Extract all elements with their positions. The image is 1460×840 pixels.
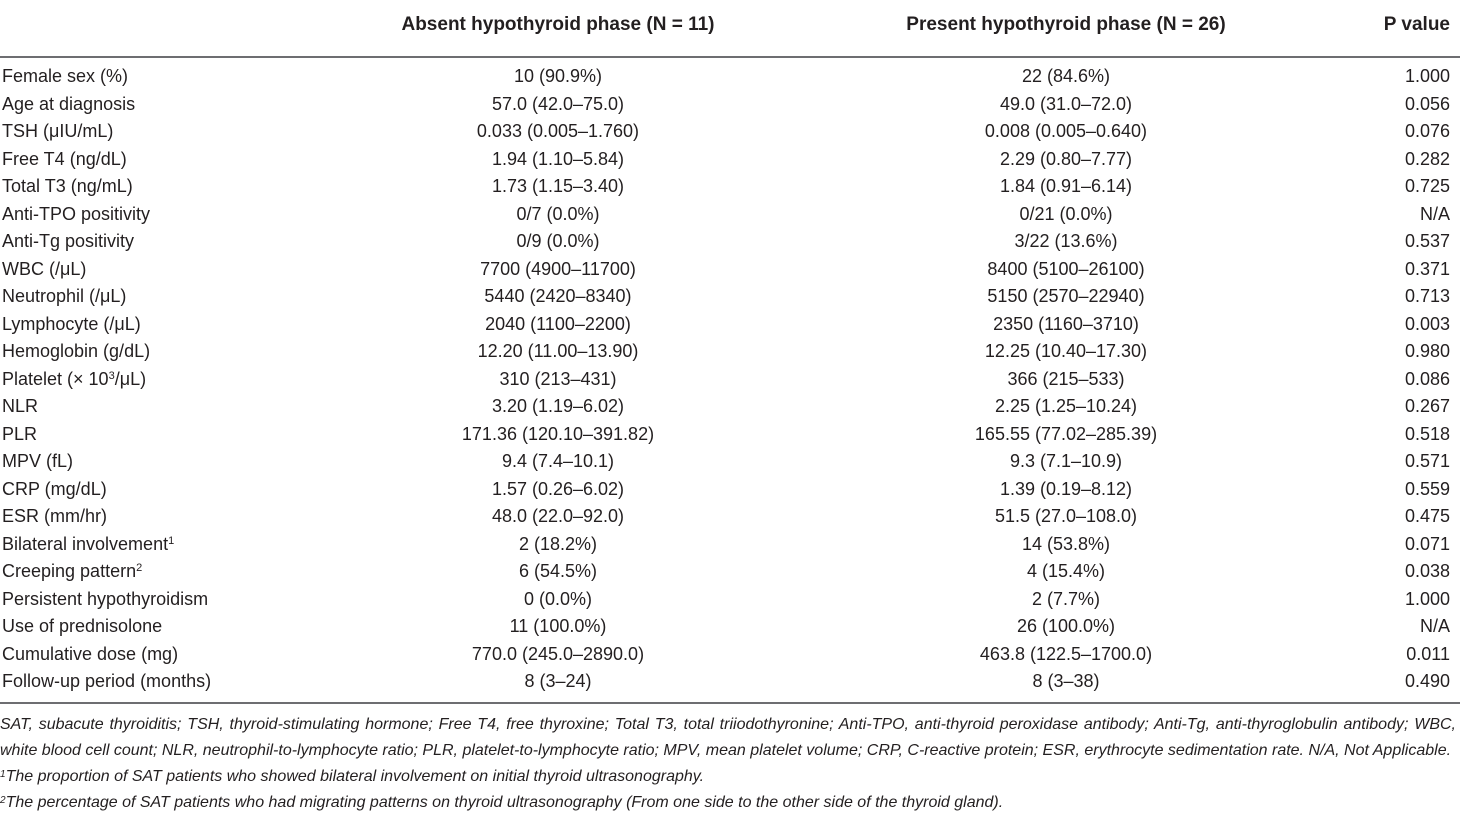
- table-notes: [0, 712, 1456, 816]
- absent-value: 0/7 (0.0%): [516, 203, 600, 224]
- absent-value: 11 (100.0%): [509, 616, 607, 636]
- row-label: [2, 369, 146, 390]
- present-value: 51.5 (27.0–108.0): [994, 506, 1138, 526]
- table-row: [0, 91, 1460, 119]
- table-row: [0, 173, 1460, 201]
- absent-value: 770.0 (245.0–2890.0): [471, 643, 645, 664]
- header-rule: [0, 56, 1460, 58]
- row-label-superscript: 3: [108, 369, 115, 382]
- footnote-mark: 2: [0, 795, 6, 806]
- table-row: [0, 531, 1460, 559]
- table-row: [0, 283, 1460, 311]
- row-label: [2, 259, 86, 280]
- p-value: 0.725: [1404, 176, 1450, 196]
- p-value: 0.071: [1404, 533, 1450, 554]
- p-value: 0.713: [1404, 286, 1450, 306]
- header-present: Present hypothyroid phase (N = 26): [906, 14, 1226, 35]
- present-value: 8 (3–38): [1032, 671, 1100, 691]
- p-value: 0.475: [1404, 506, 1450, 526]
- table-row: [0, 668, 1460, 696]
- absent-value: 1.94 (1.10–5.84): [491, 148, 625, 169]
- footnote-text: The proportion of SAT patients who showed bilateral involvement on initial thyroid ultrasonography.: [5, 768, 705, 785]
- row-label: [2, 561, 142, 582]
- row-label: [2, 396, 38, 417]
- p-value: 0.537: [1404, 231, 1450, 251]
- present-value: 366 (215–533): [1007, 368, 1125, 389]
- row-label-text: Neutrophil (/μL): [2, 286, 127, 306]
- present-value: 14 (53.8%): [1021, 533, 1111, 554]
- row-label: [2, 121, 113, 142]
- present-value: 3/22 (13.6%): [1014, 231, 1118, 251]
- table-row: [0, 503, 1460, 531]
- table-row: [0, 366, 1460, 394]
- table-row: [0, 393, 1460, 421]
- absent-value: 57.0 (42.0–75.0): [491, 93, 625, 114]
- row-label-text: PLR: [2, 423, 38, 444]
- row-label-suffix: /μL): [114, 368, 147, 389]
- row-label-text: Anti-Tg positivity: [2, 231, 135, 251]
- p-value: 0.076: [1404, 121, 1450, 141]
- row-label-text: Female sex (%): [2, 66, 129, 86]
- p-value: N/A: [1419, 203, 1450, 224]
- table-row: [0, 558, 1460, 586]
- p-value: 0.003: [1404, 313, 1450, 334]
- table-row: [0, 613, 1460, 641]
- footnote-mark: 1: [0, 769, 6, 780]
- row-label-text: NLR: [2, 396, 39, 416]
- p-value: 0.056: [1404, 93, 1450, 114]
- p-value: 1.000: [1404, 588, 1450, 609]
- present-value: 1.84 (0.91–6.14): [999, 176, 1133, 196]
- row-label: [2, 314, 141, 335]
- table-row: [0, 146, 1460, 174]
- row-label-text: Age at diagnosis: [2, 93, 136, 114]
- row-label: [2, 451, 73, 472]
- row-label: [2, 149, 127, 170]
- row-label-text: Creeping pattern: [2, 561, 137, 581]
- table-row: [0, 586, 1460, 614]
- p-value: N/A: [1419, 616, 1450, 636]
- present-value: 165.55 (77.02–285.39): [974, 423, 1158, 444]
- table-row: [0, 256, 1460, 284]
- row-label: [2, 286, 126, 307]
- present-value: 0/21 (0.0%): [1019, 203, 1113, 224]
- header-p-value: P value: [1383, 14, 1450, 35]
- p-value: 0.371: [1404, 258, 1450, 279]
- present-value: 2 (7.7%): [1031, 588, 1101, 609]
- row-label: [2, 589, 208, 610]
- footnote-text: The percentage of SAT patients who had migrating patterns on thyroid ultrasonography (From one side to the other side of the thyroid gland).: [5, 794, 1004, 811]
- table-row: [0, 448, 1460, 476]
- row-label-text: TSH (μIU/mL): [2, 121, 114, 141]
- row-label: [2, 341, 150, 362]
- p-value: 0.086: [1404, 368, 1450, 389]
- p-value: 0.011: [1406, 643, 1450, 664]
- row-label-text: ESR (mm/hr): [2, 506, 107, 526]
- present-value: 2.29 (0.80–7.77): [999, 148, 1133, 169]
- present-value: 5150 (2570–22940): [987, 286, 1145, 306]
- absent-value: 1.57 (0.26–6.02): [491, 478, 625, 499]
- absent-value: 12.20 (11.00–13.90): [477, 341, 639, 361]
- header-absent: Absent hypothyroid phase (N = 11): [401, 14, 715, 35]
- row-label-text: Persistent hypothyroidism: [2, 588, 209, 609]
- table-row: [0, 338, 1460, 366]
- table-header-row: [0, 0, 1460, 56]
- absent-value: 8 (3–24): [524, 671, 592, 691]
- row-label: [2, 644, 178, 665]
- absent-value: 171.36 (120.10–391.82): [461, 423, 655, 444]
- p-value: 1.000: [1404, 66, 1450, 86]
- absent-value: 2 (18.2%): [518, 533, 598, 554]
- row-label-superscript: 2: [136, 562, 143, 574]
- row-label-text: Use of prednisolone: [2, 616, 163, 636]
- row-label-text: Follow-up period (months): [2, 671, 212, 691]
- absent-value: 0/9 (0.0%): [516, 231, 600, 251]
- absent-value: 0 (0.0%): [523, 588, 593, 609]
- present-value: 8400 (5100–26100): [987, 258, 1145, 279]
- present-value: 22 (84.6%): [1021, 66, 1111, 86]
- footnote-2: [0, 790, 1456, 816]
- row-label-text: CRP (mg/dL): [2, 478, 107, 499]
- row-label-text: Anti-TPO positivity: [2, 203, 151, 224]
- table-row: [0, 421, 1460, 449]
- table-row: [0, 311, 1460, 339]
- present-value: 12.25 (10.40–17.30): [984, 341, 1148, 361]
- row-label: [2, 506, 107, 527]
- absent-value: 10 (90.9%): [513, 66, 603, 86]
- row-label-text: Cumulative dose (mg): [2, 643, 179, 664]
- present-value: 463.8 (122.5–1700.0): [979, 643, 1153, 664]
- present-value: 0.008 (0.005–0.640): [984, 121, 1148, 141]
- p-value: 0.559: [1404, 478, 1450, 499]
- present-value: 2.25 (1.25–10.24): [994, 396, 1138, 416]
- p-value: 0.571: [1404, 451, 1450, 471]
- row-label: [2, 176, 133, 197]
- bottom-rule: [0, 702, 1460, 704]
- absent-value: 6 (54.5%): [518, 561, 598, 581]
- absent-value: 3.20 (1.19–6.02): [491, 396, 625, 416]
- present-value: 1.39 (0.19–8.12): [999, 478, 1133, 499]
- present-value: 9.3 (7.1–10.9): [1009, 451, 1123, 471]
- table-row: [0, 228, 1460, 256]
- table-row: [0, 476, 1460, 504]
- absent-value: 7700 (4900–11700): [480, 258, 636, 279]
- row-label: [2, 204, 150, 225]
- table-row: [0, 641, 1460, 669]
- row-label-text: Total T3 (ng/mL): [2, 176, 133, 196]
- row-label: [2, 94, 135, 115]
- table-row: [0, 118, 1460, 146]
- p-value: 0.490: [1404, 671, 1450, 691]
- row-label-text: Platelet (× 10: [2, 368, 109, 389]
- p-value: 0.038: [1404, 561, 1450, 581]
- absent-value: 9.4 (7.4–10.1): [501, 451, 615, 471]
- present-value: 2350 (1160–3710): [993, 313, 1139, 334]
- p-value: 0.980: [1404, 341, 1450, 361]
- abbreviations-note: SAT, subacute thyroiditis; TSH, thyroid-stimulating hormone; Free T4, free thyroxine; Total T3, total triiodothyronine; Anti-TPO, anti-thyroid peroxidase antibody; Anti-Tg, anti-thyroglobulin antibody; WBC, white blood cell count; NLR, neutrophil-to-lymphocyte ratio; PLR, platelet-to-lymphocyte ratio; MPV, mean platelet volume; CRP, C-reactive protein; ESR, erythrocyte sedimentation rate. N/A, Not Applicable.: [0, 716, 1456, 759]
- row-label-text: Free T4 (ng/dL): [2, 148, 127, 169]
- present-value: 49.0 (31.0–72.0): [999, 93, 1133, 114]
- absent-value: 2040 (1100–2200): [485, 313, 631, 334]
- absent-value: 5440 (2420–8340): [484, 286, 632, 306]
- row-label: [2, 231, 134, 252]
- footnote-1: [0, 764, 1456, 790]
- p-value: 0.267: [1404, 396, 1450, 416]
- row-label-superscript: 1: [168, 534, 175, 547]
- table-row: [0, 201, 1460, 229]
- row-label: [2, 534, 174, 555]
- row-label-text: Lymphocyte (/μL): [2, 313, 141, 334]
- present-value: 4 (15.4%): [1026, 561, 1106, 581]
- row-label-text: Bilateral involvement: [2, 533, 169, 554]
- absent-value: 48.0 (22.0–92.0): [491, 506, 625, 526]
- table-row: [0, 63, 1460, 91]
- row-label: [2, 616, 162, 637]
- p-value: 0.518: [1404, 423, 1450, 444]
- absent-value: 0.033 (0.005–1.760): [476, 121, 640, 141]
- row-label: [2, 671, 211, 692]
- row-label-text: Hemoglobin (g/dL): [2, 341, 151, 361]
- row-label: [2, 479, 107, 500]
- p-value: 0.282: [1404, 148, 1450, 169]
- absent-value: 310 (213–431): [499, 368, 617, 389]
- row-label: [2, 424, 37, 445]
- row-label-text: MPV (fL): [2, 451, 74, 471]
- absent-value: 1.73 (1.15–3.40): [491, 176, 625, 196]
- present-value: 26 (100.0%): [1016, 616, 1116, 636]
- row-label-text: WBC (/μL): [2, 258, 87, 279]
- row-label: [2, 66, 128, 87]
